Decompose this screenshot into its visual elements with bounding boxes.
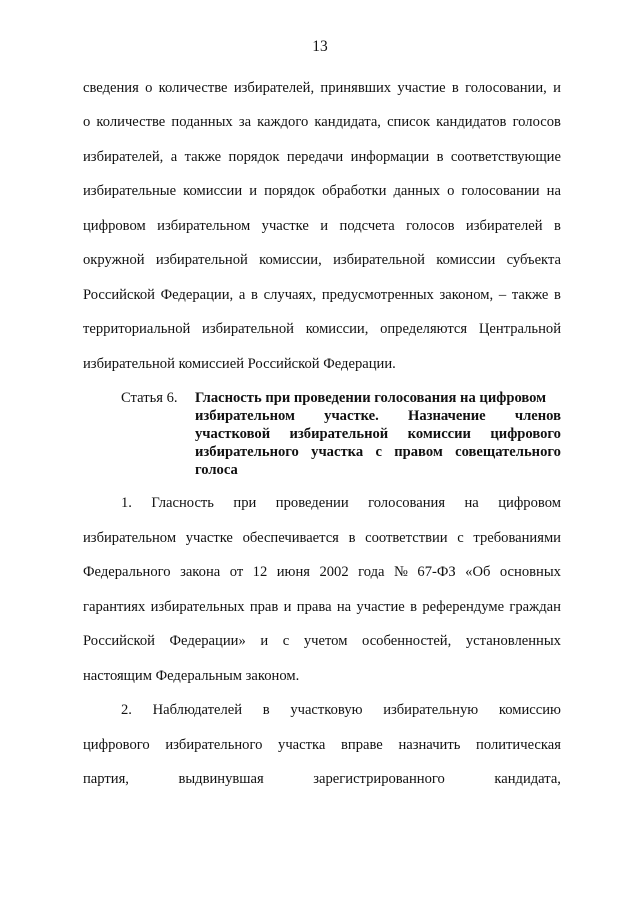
word: Федерации» — [169, 633, 246, 649]
word: Центральной — [478, 321, 561, 337]
word: предусмотренных — [321, 287, 434, 303]
word: на — [546, 183, 561, 199]
word: избирательной — [289, 426, 389, 442]
article-title-line: голоса — [195, 462, 238, 478]
word: и — [260, 633, 269, 649]
word: комиссии — [183, 183, 243, 199]
word: избирательного — [195, 444, 299, 460]
word: за — [238, 114, 252, 130]
word: 12 — [252, 564, 268, 580]
word: особенностей, — [362, 633, 452, 649]
word: голосовании — [461, 183, 540, 199]
word: участка — [278, 737, 326, 753]
word: а — [170, 149, 178, 165]
word: а — [238, 287, 246, 303]
word: участие — [356, 599, 405, 615]
word: избирательные — [83, 183, 177, 199]
word: подсчета — [339, 218, 395, 234]
word: участке — [261, 218, 309, 234]
text-line — [83, 113, 561, 131]
text-line — [83, 320, 561, 338]
word: установленных — [465, 633, 561, 649]
word: и — [249, 183, 258, 199]
word: комиссию — [498, 702, 561, 718]
word: участке. — [324, 408, 379, 424]
word: в — [410, 599, 417, 615]
word: с — [457, 530, 464, 546]
word: в — [251, 287, 258, 303]
word: с — [282, 633, 290, 649]
word: участие — [397, 80, 446, 96]
word: список — [387, 114, 431, 130]
word: принявших — [320, 80, 392, 96]
word: вправе — [341, 737, 383, 753]
text-line — [121, 701, 561, 719]
text-line — [83, 182, 561, 200]
word: голосов — [512, 114, 561, 130]
word: участковой — [195, 426, 271, 442]
word: участке — [185, 530, 233, 546]
word: количестве — [96, 114, 166, 130]
word: сведения — [83, 80, 139, 96]
word: Российской — [83, 287, 155, 303]
word: данных — [393, 183, 441, 199]
word: в — [348, 530, 356, 546]
word: избирателей, — [233, 80, 315, 96]
word: июня — [276, 564, 310, 580]
text-line — [83, 286, 561, 304]
word: голосовании, — [465, 80, 547, 96]
word: о — [83, 114, 91, 130]
word: участковую — [290, 702, 363, 718]
word: соответствующие — [450, 149, 561, 165]
word: избирательной — [155, 252, 248, 268]
word: избирательном — [83, 530, 177, 546]
word: передачи — [286, 149, 344, 165]
word: избирательную — [383, 702, 479, 718]
word: Российской — [83, 633, 155, 649]
word: кандидата, — [494, 771, 561, 787]
article-label: Статья 6. — [121, 390, 178, 406]
word: также — [511, 287, 549, 303]
word: в — [554, 287, 561, 303]
word: и — [320, 218, 329, 234]
word: права — [296, 599, 332, 615]
word: о — [447, 183, 455, 199]
word: совещательного — [455, 444, 561, 460]
word: назначить — [398, 737, 461, 753]
word: цифрового — [490, 426, 561, 442]
word: кандидатов — [436, 114, 507, 130]
article-title-line: Гласность при проведении голосования на цифровом — [195, 390, 547, 406]
word: членов — [514, 408, 561, 424]
word: от — [229, 564, 244, 580]
word: избирателей, — [83, 149, 164, 165]
word: зарегистрированного — [313, 771, 445, 787]
text-line — [83, 598, 561, 616]
word: участка — [311, 444, 364, 460]
word: окружной — [83, 252, 145, 268]
word: порядок — [228, 149, 280, 165]
word: избирательном — [157, 218, 251, 234]
word: выдвинувшая — [178, 771, 264, 787]
word: комиссии, — [259, 252, 322, 268]
word: в — [436, 149, 444, 165]
word: комиссии — [436, 252, 496, 268]
word: каждого — [257, 114, 309, 130]
text-line — [83, 217, 561, 235]
text-line — [83, 148, 561, 166]
word: правом — [394, 444, 443, 460]
word: основных — [499, 564, 561, 580]
text-line: избирательной комиссией Российской Федерации. — [83, 356, 396, 372]
word: порядок — [264, 183, 316, 199]
word: в — [262, 702, 270, 718]
text-line — [83, 632, 561, 650]
word: субъекта — [506, 252, 561, 268]
word: случаях, — [263, 287, 317, 303]
page-number: 13 — [312, 38, 328, 55]
word: с — [375, 444, 382, 460]
word: требованиями — [473, 530, 561, 546]
word: при — [233, 495, 257, 511]
word: избирателей — [465, 218, 543, 234]
article-title-line — [195, 407, 561, 425]
word: на — [464, 495, 479, 511]
word: кандидата, — [314, 114, 381, 130]
word: законом, — [439, 287, 494, 303]
text-line — [121, 494, 561, 512]
text-line — [83, 79, 561, 97]
word: Гласность — [151, 495, 214, 511]
word: цифровом — [83, 218, 146, 234]
text-line — [83, 563, 561, 581]
word: референдуме — [422, 599, 505, 615]
word: цифровом — [498, 495, 561, 511]
word: 67-ФЗ — [417, 564, 456, 580]
word: закона — [180, 564, 221, 580]
word: 2. — [121, 702, 132, 718]
word: 2002 — [319, 564, 349, 580]
word: избирательных — [150, 599, 245, 615]
word: № — [393, 564, 408, 580]
word: Федерации, — [160, 287, 234, 303]
word: о — [145, 80, 153, 96]
word: информации — [350, 149, 430, 165]
word: в — [451, 80, 459, 96]
text-line — [83, 736, 561, 754]
word: избирательном — [195, 408, 295, 424]
word: «Об — [465, 564, 491, 580]
word: и — [283, 599, 292, 615]
word: гарантиях — [83, 599, 146, 615]
word: определяются — [380, 321, 468, 337]
word: поданных — [171, 114, 233, 130]
word: голосования — [368, 495, 446, 511]
word: цифрового — [83, 737, 150, 753]
word: в — [554, 218, 561, 234]
word: Наблюдателей — [152, 702, 243, 718]
article-title-line — [195, 443, 561, 461]
word: политическая — [476, 737, 561, 753]
word: количестве — [158, 80, 228, 96]
word: учетом — [303, 633, 348, 649]
word: Федерального — [83, 564, 171, 580]
word: территориальной — [83, 321, 191, 337]
word: соответствии — [365, 530, 448, 546]
word: также — [184, 149, 222, 165]
word: обеспечивается — [242, 530, 339, 546]
word: Назначение — [408, 408, 486, 424]
word: обработки — [322, 183, 387, 199]
word: – — [498, 287, 507, 303]
text-line — [83, 529, 561, 547]
word: и — [553, 80, 561, 96]
word: избирательной — [202, 321, 294, 337]
word: комиссии, — [305, 321, 369, 337]
word: 1. — [121, 495, 132, 511]
word: голосов — [406, 218, 455, 234]
text-line — [83, 251, 561, 269]
text-line — [83, 770, 561, 788]
word: граждан — [509, 599, 561, 615]
word: избирательного — [165, 737, 263, 753]
word: на — [336, 599, 352, 615]
word: проведении — [275, 495, 349, 511]
word: избирательной — [333, 252, 425, 268]
word: прав — [249, 599, 279, 615]
article-title-line — [195, 425, 561, 443]
text-line: настоящим Федеральным законом. — [83, 668, 300, 684]
word: комиссии — [407, 426, 471, 442]
word: года — [358, 564, 385, 580]
word: партия, — [83, 771, 129, 787]
